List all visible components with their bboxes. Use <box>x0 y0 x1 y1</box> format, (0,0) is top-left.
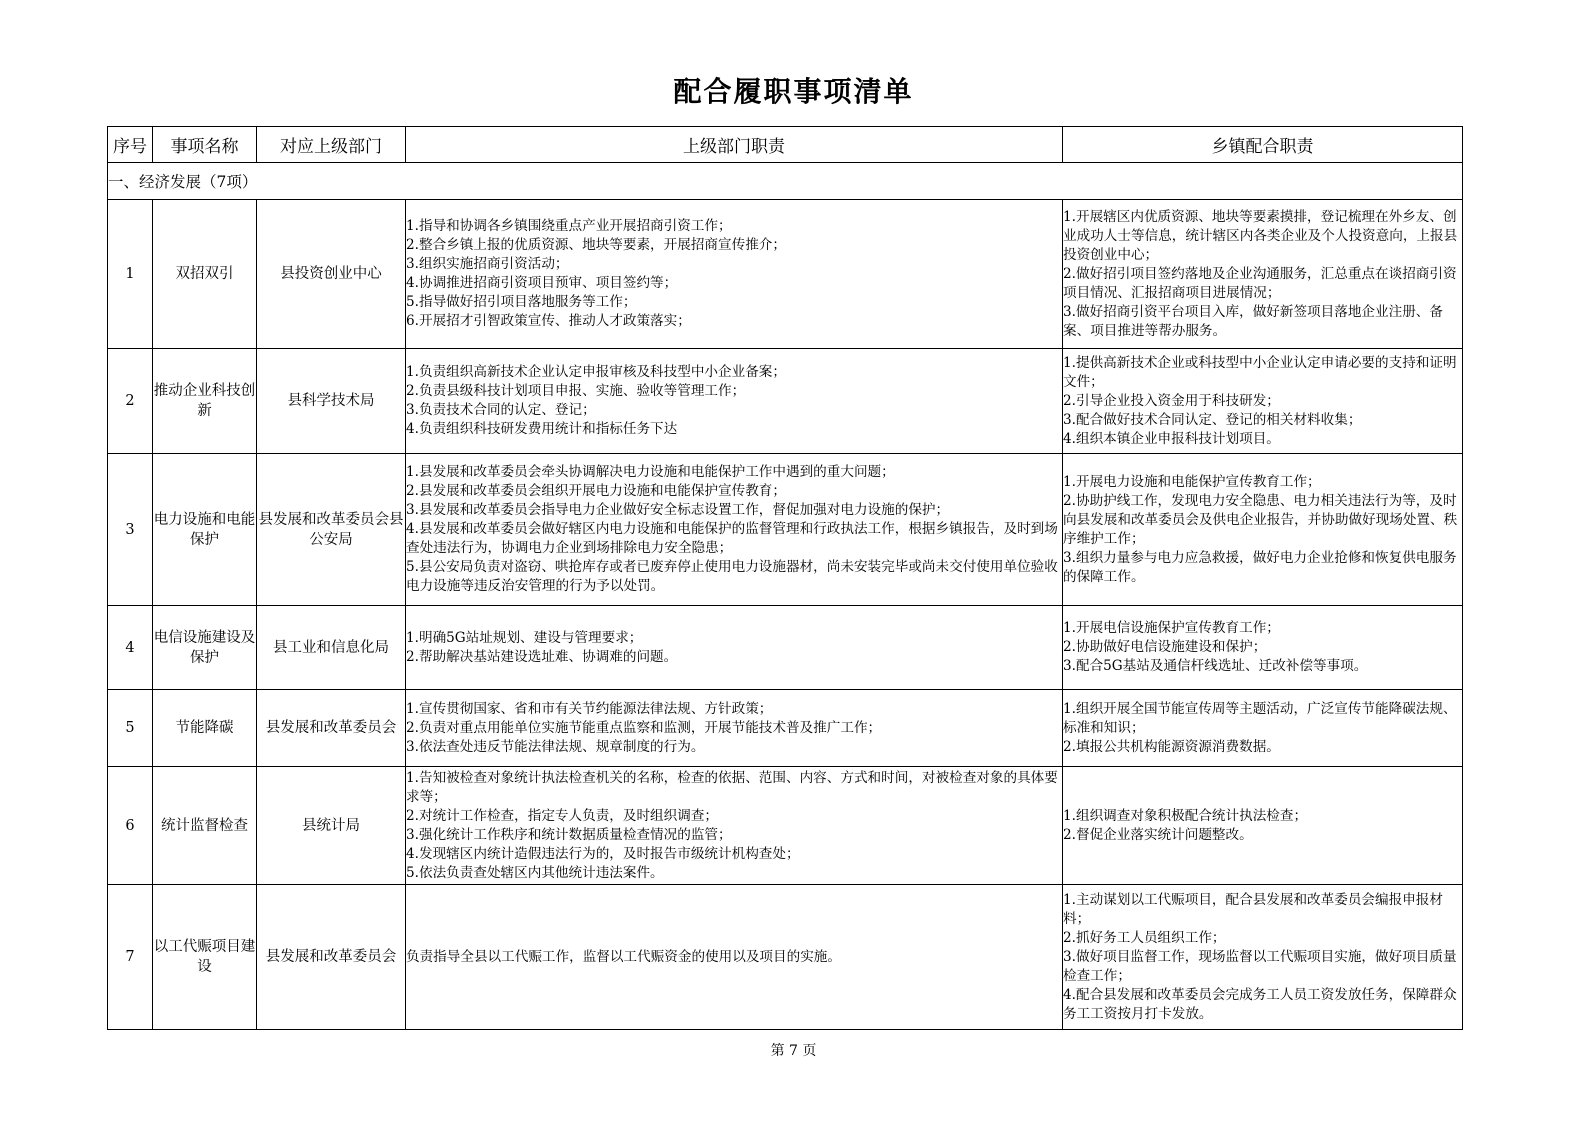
duty-line: 4.组织本镇企业申报科技计划项目。 <box>1063 430 1280 447</box>
row-dept: 县统计局 <box>257 767 406 885</box>
row-no: 3 <box>108 454 153 606</box>
section-title: 一、经济发展（7项） <box>108 163 1463 200</box>
row-no: 2 <box>108 349 153 454</box>
row-no: 6 <box>108 767 153 885</box>
section-row <box>108 163 1463 200</box>
duty-line: 3.依法查处违反节能法律法规、规章制度的行为。 <box>406 738 705 755</box>
duty-line: 5.指导做好招引项目落地服务等工作； <box>406 294 637 310</box>
page-number: 第 7 页 <box>770 1043 817 1059</box>
table-row <box>108 690 1463 767</box>
duty-line: 2.抓好务工人员组织工作； <box>1063 929 1226 946</box>
header-town-duty: 乡镇配合职责 <box>1063 127 1463 163</box>
duty-line: 3.县发展和改革委员会指导电力企业做好安全标志设置工作，督促加强对电力设施的保护； <box>406 502 950 518</box>
row-dept: 县工业和信息化局 <box>257 606 406 690</box>
duty-line: 5.依法负责查处辖区内其他统计违法案件。 <box>406 864 664 881</box>
duty-line: 4.配合县发展和改革委员会完成务工人员工资发放任务，保障群众务工工资按月打卡发放。 <box>1063 986 1457 1022</box>
row-town-duties <box>1063 200 1463 349</box>
duty-line: 1.开展电力设施和电能保护宣传教育工作； <box>1063 473 1321 490</box>
duty-line: 1.组织开展全国节能宣传周等主题活动，广泛宣传节能降碳法规、标准和知识； <box>1063 700 1457 736</box>
duty-line: 3.做好招商引资平台项目入库，做好新签项目落地企业注册、备案、项目推进等帮办服务。 <box>1063 303 1443 339</box>
row-no: 7 <box>108 885 153 1030</box>
duty-line: 4.发现辖区内统计造假违法行为的，及时报告市级统计机构查处； <box>406 845 800 862</box>
table-row <box>108 767 1463 885</box>
duty-line: 2.负责对重点用能单位实施节能重点监察和监测，开展节能技术普及推广工作； <box>406 719 882 736</box>
duty-line: 2.对统计工作检查，指定专人负责，及时组织调查； <box>406 807 719 824</box>
row-dept: 县发展和改革委员会 <box>257 885 406 1030</box>
duty-line: 3.做好项目监督工作，现场监督以工代赈项目实施，做好项目质量检查工作； <box>1063 948 1457 984</box>
row-dept: 县投资创业中心 <box>257 200 406 349</box>
header-upper-duty: 上级部门职责 <box>406 127 1063 163</box>
header-dept: 对应上级部门 <box>257 127 406 163</box>
duty-line: 4.县发展和改革委员会做好辖区内电力设施和电能保护的监督管理和行政执法工作，根据乡镇报告，及时到场查处违法行为，协调电力企业到场排除电力安全隐患； <box>406 521 1058 556</box>
duty-line: 2.帮助解决基站建设选址难、协调难的问题。 <box>406 648 678 665</box>
row-dept: 县科学技术局 <box>257 349 406 454</box>
row-upper-duties <box>406 690 1063 767</box>
row-no: 1 <box>108 200 153 349</box>
duty-line: 4.协调推进招商引资项目预审、项目签约等； <box>406 275 678 291</box>
duty-line: 6.开展招才引智政策宣传、推动人才政策落实； <box>406 313 691 329</box>
table-row <box>108 885 1463 1030</box>
table-row <box>108 349 1463 454</box>
row-town-duties <box>1063 885 1463 1030</box>
duty-line: 2.协助护线工作，发现电力安全隐患、电力相关违法行为等，及时向县发展和改革委员会及供电企业报告，并协助做好现场处置、秩序维护工作； <box>1063 492 1458 547</box>
duty-line: 1.开展电信设施保护宣传教育工作； <box>1063 620 1280 636</box>
row-name: 电信设施建设及保护 <box>153 606 257 690</box>
duty-line: 1.主动谋划以工代赈项目，配合县发展和改革委员会编报申报材料； <box>1063 891 1443 927</box>
row-no: 4 <box>108 606 153 690</box>
table-row <box>108 606 1463 690</box>
duty-line: 3.配合5G基站及通信杆线选址、迁改补偿等事项。 <box>1063 658 1368 674</box>
row-name: 双招双引 <box>153 200 257 349</box>
duty-line: 2.引导企业投入资金用于科技研发； <box>1063 392 1280 409</box>
row-upper-duties <box>406 454 1063 606</box>
table-row <box>108 200 1463 349</box>
duty-line: 1.明确5G站址规划、建设与管理要求； <box>406 629 643 646</box>
duty-line: 1.组织调查对象积极配合统计执法检查； <box>1063 807 1308 824</box>
row-dept: 县发展和改革委员会县公安局 <box>257 454 406 606</box>
duty-line: 负责指导全县以工代赈工作，监督以工代赈资金的使用以及项目的实施。 <box>406 948 841 965</box>
row-upper-duties <box>406 200 1063 349</box>
duty-line: 1.指导和协调各乡镇围绕重点产业开展招商引资工作； <box>406 218 732 234</box>
row-town-duties <box>1063 606 1463 690</box>
duty-line: 3.强化统计工作秩序和统计数据质量检查情况的监管； <box>406 826 732 843</box>
row-upper-duties <box>406 349 1063 454</box>
duty-line: 2.协助做好电信设施建设和保护； <box>1063 639 1267 655</box>
duty-line: 3.组织实施招商引资活动； <box>406 256 569 272</box>
duty-line: 3.组织力量参与电力应急救援，做好电力企业抢修和恢复供电服务的保障工作。 <box>1063 549 1457 585</box>
row-upper-duties <box>406 767 1063 885</box>
row-name: 电力设施和电能保护 <box>153 454 257 606</box>
duty-line: 1.提供高新技术企业或科技型中小企业认定申请必要的支持和证明文件； <box>1063 354 1457 390</box>
row-upper-duties <box>406 885 1063 1030</box>
duty-line: 4.负责组织科技研发费用统计和指标任务下达 <box>406 421 678 437</box>
duty-table <box>107 126 1463 1030</box>
row-town-duties <box>1063 454 1463 606</box>
duty-line: 2.填报公共机构能源资源消费数据。 <box>1063 738 1280 755</box>
duty-line: 2.县发展和改革委员会组织开展电力设施和电能保护宣传教育； <box>406 483 786 499</box>
header-name: 事项名称 <box>153 127 257 163</box>
row-no: 5 <box>108 690 153 767</box>
header-no: 序号 <box>108 127 153 163</box>
row-name: 节能降碳 <box>153 690 257 767</box>
duty-line: 1.开展辖区内优质资源、地块等要素摸排，登记梳理在外乡友、创业成功人士等信息，统计辖区内各类企业及个人投资意向，上报县投资创业中心； <box>1063 208 1458 263</box>
row-upper-duties <box>406 606 1063 690</box>
duty-line: 1.负责组织高新技术企业认定申报审核及科技型中小企业备案； <box>406 364 786 380</box>
row-name: 统计监督检查 <box>153 767 257 885</box>
row-town-duties <box>1063 690 1463 767</box>
duty-line: 2.整合乡镇上报的优质资源、地块等要素，开展招商宣传推介； <box>406 237 786 253</box>
row-name: 以工代赈项目建设 <box>153 885 257 1030</box>
duty-line: 5.县公安局负责对盗窃、哄抢库存或者已废弃停止使用电力设施器材，尚未安装完毕或尚未交付使用单位验收电力设施等违反治安管理的行为予以处罚。 <box>406 559 1058 594</box>
row-name: 推动企业科技创新 <box>153 349 257 454</box>
row-town-duties <box>1063 767 1463 885</box>
duty-line: 3.负责技术合同的认定、登记； <box>406 402 596 418</box>
page-title: 配合履职事项清单 <box>673 75 914 108</box>
row-dept: 县发展和改革委员会 <box>257 690 406 767</box>
duty-line: 2.督促企业落实统计问题整改。 <box>1063 826 1253 843</box>
duty-line: 2.负责县级科技计划项目申报、实施、验收等管理工作； <box>406 383 746 399</box>
table-row <box>108 454 1463 606</box>
duty-line: 2.做好招引项目签约落地及企业沟通服务，汇总重点在谈招商引资项目情况、汇报招商项目进展情况； <box>1063 265 1457 301</box>
duty-line: 3.配合做好技术合同认定、登记的相关材料收集； <box>1063 411 1362 428</box>
row-town-duties <box>1063 349 1463 454</box>
duty-line: 1.宣传贯彻国家、省和市有关节约能源法律法规、方针政策； <box>406 700 773 717</box>
duty-line: 1.县发展和改革委员会牵头协调解决电力设施和电能保护工作中遇到的重大问题； <box>406 464 895 480</box>
duty-line: 1.告知被检查对象统计执法检查机关的名称，检查的依据、范围、内容、方式和时间，对被检查对象的具体要求等； <box>406 769 1058 805</box>
table-header-row <box>108 127 1463 163</box>
